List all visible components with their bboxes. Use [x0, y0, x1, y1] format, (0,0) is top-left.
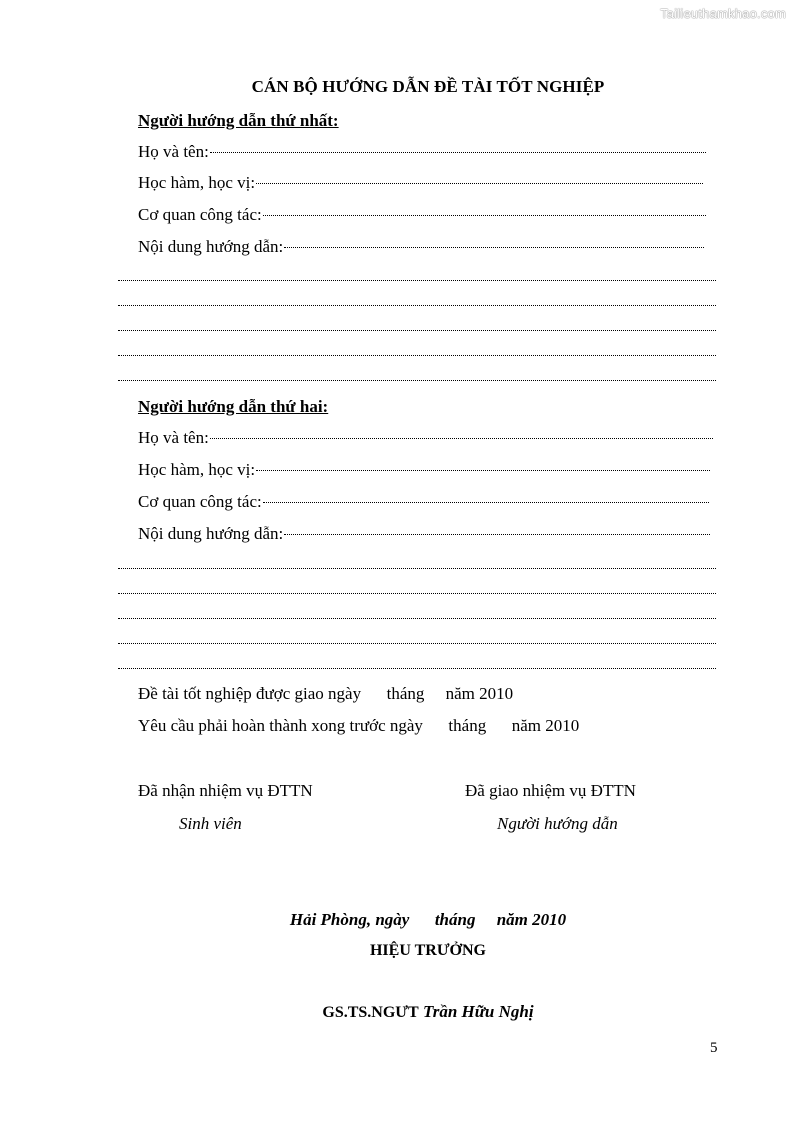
advisor1-title-field[interactable] — [138, 173, 703, 197]
student-signature-label: Sinh viên — [179, 814, 242, 833]
assigned-task-label: Đã giao nhiệm vụ ĐTTN — [465, 781, 636, 800]
advisor2-content-line[interactable] — [118, 643, 716, 644]
deadline-date-text: Yêu cầu phải hoàn thành xong trước ngày tháng năm 2010 — [138, 716, 580, 735]
advisor1-org-label: Cơ quan công tác: — [138, 205, 262, 224]
advisor1-title-blank[interactable] — [256, 183, 703, 184]
advisor2-title-label: Học hàm, học vị: — [138, 460, 256, 479]
advisor2-org-label: Cơ quan công tác: — [138, 492, 262, 511]
closing-place-date: Hải Phòng, ngày tháng năm 2010 — [289, 910, 567, 929]
advisor2-content-line[interactable] — [118, 668, 716, 669]
advisor2-org-blank[interactable] — [263, 502, 709, 503]
assigned-date-text: Đề tài tốt nghiệp được giao ngày tháng năm 2010 — [138, 684, 514, 703]
signatory-title: GS.TS.NGƯT — [322, 1004, 419, 1021]
advisor1-content-line[interactable] — [118, 355, 716, 356]
advisor1-heading: Người hướng dẫn thứ nhất: — [138, 111, 339, 130]
advisor2-content-blank[interactable] — [284, 534, 710, 535]
advisor2-content-field[interactable] — [138, 524, 710, 548]
advisor-signature-label: Người hướng dẫn — [497, 814, 618, 833]
advisor2-name-label: Họ và tên: — [138, 428, 209, 447]
advisor1-org-field[interactable] — [138, 205, 706, 229]
advisor1-content-line[interactable] — [118, 305, 716, 306]
advisor1-name-label: Họ và tên: — [138, 142, 209, 161]
closing-signatory — [0, 1002, 794, 1022]
page-number: 5 — [710, 1040, 718, 1056]
advisor2-name-blank[interactable] — [210, 438, 713, 439]
advisor1-title-label: Học hàm, học vị: — [138, 173, 256, 192]
advisor1-name-blank[interactable] — [210, 152, 706, 153]
advisor1-content-line[interactable] — [118, 280, 716, 281]
advisor2-content-line[interactable] — [118, 593, 716, 594]
advisor1-org-blank[interactable] — [263, 215, 706, 216]
watermark-text: Tailieuthamkhao.com — [660, 6, 786, 21]
advisor1-content-field[interactable] — [138, 237, 704, 261]
advisor1-content-line[interactable] — [118, 380, 716, 381]
received-task-label: Đã nhận nhiệm vụ ĐTTN — [138, 781, 313, 800]
signatory-name: Trần Hữu Nghị — [422, 1002, 534, 1021]
advisor1-content-blank[interactable] — [284, 247, 704, 248]
advisor2-name-field[interactable] — [138, 428, 713, 452]
advisor2-content-label: Nội dung hướng dẫn: — [138, 524, 284, 543]
page-title: CÁN BỘ HƯỚNG DẪN ĐỀ TÀI TỐT NGHIỆP — [251, 77, 605, 96]
advisor2-org-field[interactable] — [138, 492, 709, 516]
advisor2-title-field[interactable] — [138, 460, 710, 484]
closing-role: HIỆU TRƯỞNG — [369, 942, 486, 959]
advisor2-title-blank[interactable] — [256, 470, 710, 471]
advisor2-heading: Người hướng dẫn thứ hai: — [138, 397, 329, 416]
advisor1-content-line[interactable] — [118, 330, 716, 331]
advisor1-name-field[interactable] — [138, 142, 706, 166]
advisor2-content-line[interactable] — [118, 568, 716, 569]
advisor2-content-line[interactable] — [118, 618, 716, 619]
advisor1-content-label: Nội dung hướng dẫn: — [138, 237, 284, 256]
